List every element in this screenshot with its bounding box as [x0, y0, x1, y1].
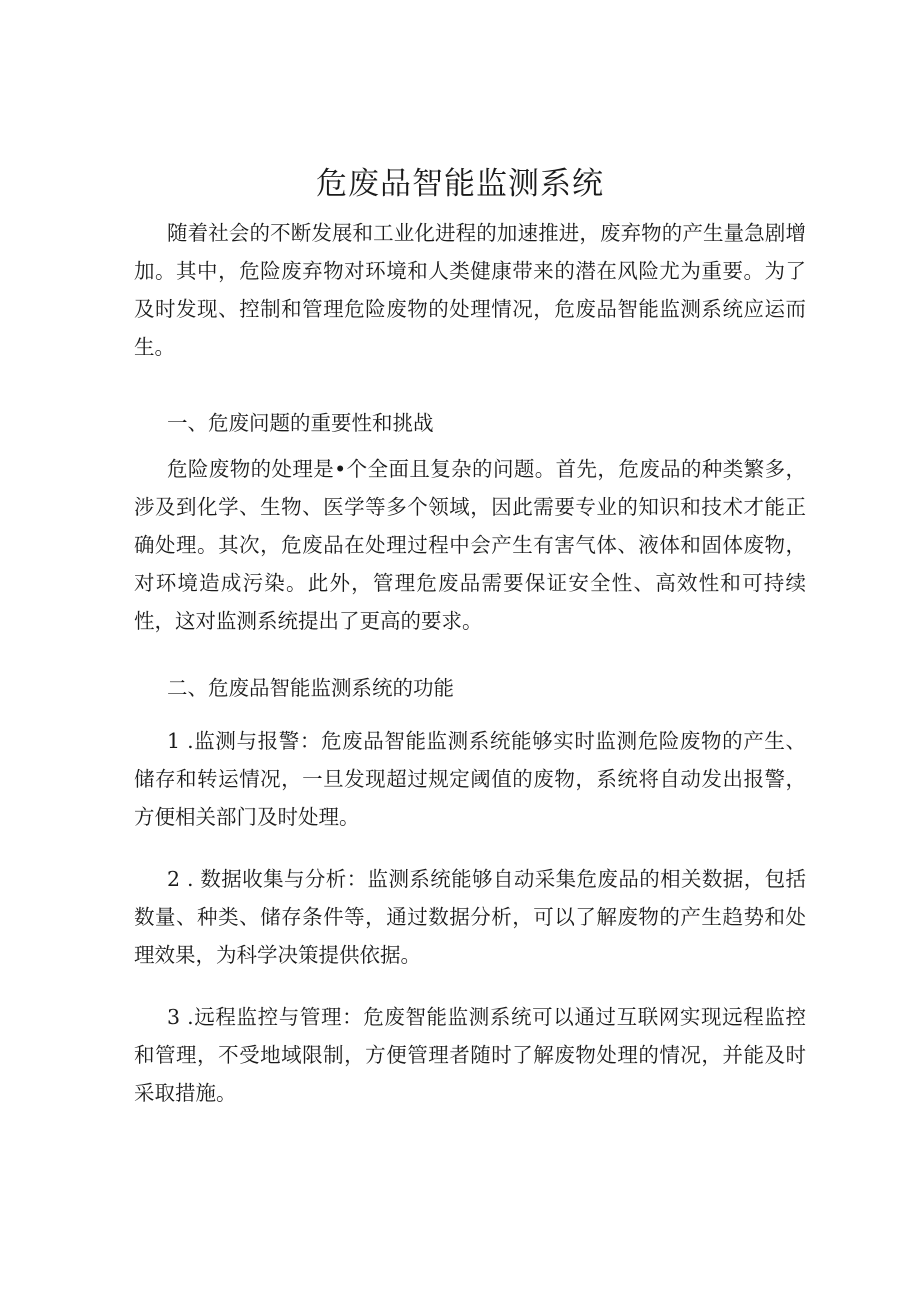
function-item-monitoring: 1 .监测与报警：危废品智能监测系统能够实时监测危险废物的产生、储存和转运情况，一旦发现超过规定阈值的废物，系统将自动发出报警，方便相关部门及时处理。 — [134, 729, 806, 829]
function-item-data-analysis: 2 . 数据收集与分析：监测系统能够自动采集危废品的相关数据，包括数量、种类、储存条件等，通过数据分析，可以了解废物的产生趋势和处理效果，为科学决策提供依据。 — [134, 867, 806, 967]
document-title: 危废品智能监测系统 — [316, 166, 604, 202]
section-heading-2: 二、危废品智能监测系统的功能 — [167, 676, 454, 700]
function-item-remote-control: 3 .远程监控与管理：危废智能监测系统可以通过互联网实现远程监控和管理，不受地域限制，方便管理者随时了解废物处理的情况，并能及时采取措施。 — [134, 1005, 806, 1105]
section-1-paragraph: 危险废物的处理是•个全面且复杂的问题。首先，危废品的种类繁多，涉及到化学、生物、医学等多个领域，因此需要专业的知识和技术才能正确处理。其次，危废品在处理过程中会产生有害气体、液体和固体废物，对环境造成污染。此外，管理危废品需要保证安全性、高效性和可持续性，这对监测系统提出了更高的要求。 — [134, 457, 806, 633]
section-heading-1: 一、危废问题的重要性和挑战 — [167, 411, 434, 435]
intro-paragraph: 随着社会的不断发展和工业化进程的加速推进，废弃物的产生量急剧增加。其中，危险废弃物对环境和人类健康带来的潜在风险尤为重要。为了及时发现、控制和管理危险废物的处理情况，危废品智能监测系统应运而生。 — [134, 221, 806, 359]
